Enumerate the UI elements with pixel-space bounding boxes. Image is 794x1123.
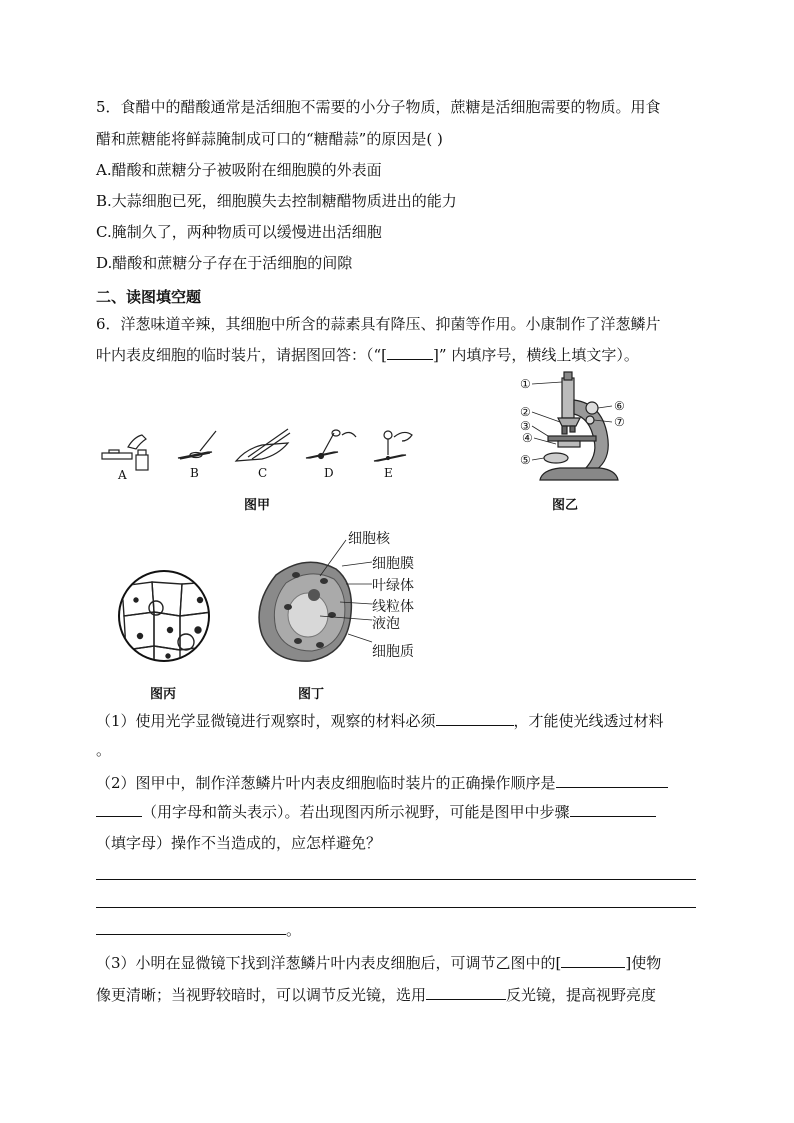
sub3-text-d: 反光镜，提高视野亮度 (506, 986, 657, 1004)
sub1-text-a: （1）使用光学显微镜进行观察时，观察的材料必须 (96, 712, 436, 730)
cell-label-membrane: 细胞膜 (372, 556, 414, 572)
section-heading: 二、读图填空题 (96, 288, 202, 306)
q5-stem-line2: 醋和蔗糖能将鲜蒜腌制成可口的“糖醋蒜”的原因是( ) (96, 130, 443, 148)
sub1-end: 。 (96, 741, 112, 759)
step-d-drawing (306, 430, 356, 459)
figure-bing-caption: 图丙 (150, 687, 177, 702)
figure-ding-leaders (318, 530, 378, 660)
sub1-line1 (96, 711, 664, 731)
sub2-blank-order-part2 (96, 802, 142, 817)
bracket-blank (387, 345, 433, 360)
sub3-bracket-blank (561, 953, 625, 968)
step-e-label: E (384, 466, 393, 480)
sub1-blank (436, 711, 514, 726)
cell-label-chloroplast: 叶绿体 (372, 578, 414, 594)
step-b-label: B (190, 466, 199, 480)
sub2-text-a: （2）图甲中，制作洋葱鳞片叶内表皮细胞临时装片的正确操作顺序是 (96, 774, 556, 792)
cell-label-nucleus: 细胞核 (348, 531, 390, 547)
step-d-label: D (324, 466, 334, 480)
step-c-label: C (258, 466, 268, 480)
q6-stem-line2-a: 叶内表皮细胞的临时装片，请据图回答：（“[ (96, 346, 388, 364)
figure-ding-caption: 图丁 (298, 687, 325, 702)
microscope-label-5: ⑤ (520, 453, 531, 467)
q5-stem-line1: 5．食醋中的醋酸通常是活细胞不需要的小分子物质，蔗糖是活细胞需要的物质。用食 (96, 98, 661, 116)
cell-label-vacuole: 液泡 (372, 616, 400, 632)
figure-yi-caption: 图乙 (552, 498, 579, 513)
q5-option-d: D.醋酸和蔗糖分子存在于活细胞的间隙 (96, 254, 353, 272)
step-e-drawing (374, 431, 412, 461)
step-a-drawing (102, 435, 148, 470)
figure-jia-caption: 图甲 (244, 498, 271, 513)
microscope-label-4: ④ (522, 431, 533, 445)
answer-line-1 (96, 879, 696, 880)
sub2-end: 。 (286, 921, 302, 939)
microscope-label-7: ⑦ (614, 415, 625, 429)
sub3-text-c: 像更清晰；当视野较暗时，可以调节反光镜，选用 (96, 986, 427, 1004)
sub3-blank-mirror (426, 985, 506, 1000)
sub3-text-a: （3）小明在显微镜下找到洋葱鳞片叶内表皮细胞后，可调节乙图中的[ (96, 954, 562, 972)
figure-bing-view (112, 556, 216, 676)
figure-yi-microscope (512, 370, 632, 492)
sub3-line1 (96, 953, 661, 973)
microscope-label-2: ② (520, 405, 531, 419)
q5-option-c: C.腌制久了，两种物质可以缓慢进出活细胞 (96, 223, 382, 241)
microscope-label-1: ① (520, 377, 531, 391)
cell-label-cytoplasm: 细胞质 (372, 644, 414, 660)
sub2-text-b: （用字母和箭头表示）。若出现图丙所示视野，可能是图甲中步骤 (142, 803, 570, 821)
q6-stem-line1: 6．洋葱味道辛辣，其细胞中所含的蒜素具有降压、抑菌等作用。小康制作了洋葱鳞片 (96, 315, 661, 333)
sub2-blank-step (570, 802, 656, 817)
step-c-drawing (236, 429, 290, 461)
cell-label-mitochondria: 线粒体 (372, 599, 414, 615)
q6-stem-line2-b: ]” 内填序号，横线上填文字）。 (433, 346, 639, 364)
sub2-line2 (96, 802, 656, 822)
q5-option-b: B.大蒜细胞已死，细胞膜失去控制糖醋物质进出的能力 (96, 192, 457, 210)
q5-option-a: A.醋酸和蔗糖分子被吸附在细胞膜的外表面 (96, 161, 382, 179)
sub3-line2 (96, 985, 656, 1005)
answer-line-2 (96, 907, 696, 908)
figure-jia-steps (98, 425, 428, 485)
step-b-drawing (178, 431, 216, 459)
microscope-label-6: ⑥ (614, 399, 625, 413)
q6-stem-line2 (96, 345, 639, 365)
sub1-text-b: ，才能使光线透过材料 (513, 712, 664, 730)
sub3-text-b: ]使物 (625, 954, 662, 972)
sub2-blank-order-part1 (556, 773, 668, 788)
answer-line-3 (96, 920, 286, 935)
sub2-line1 (96, 773, 668, 793)
microscope-label-3: ③ (520, 419, 531, 433)
sub2-line4 (96, 920, 301, 940)
sub2-line3: （填字母）操作不当造成的，应怎样避免？ (96, 834, 382, 852)
step-a-label: A (118, 468, 127, 482)
